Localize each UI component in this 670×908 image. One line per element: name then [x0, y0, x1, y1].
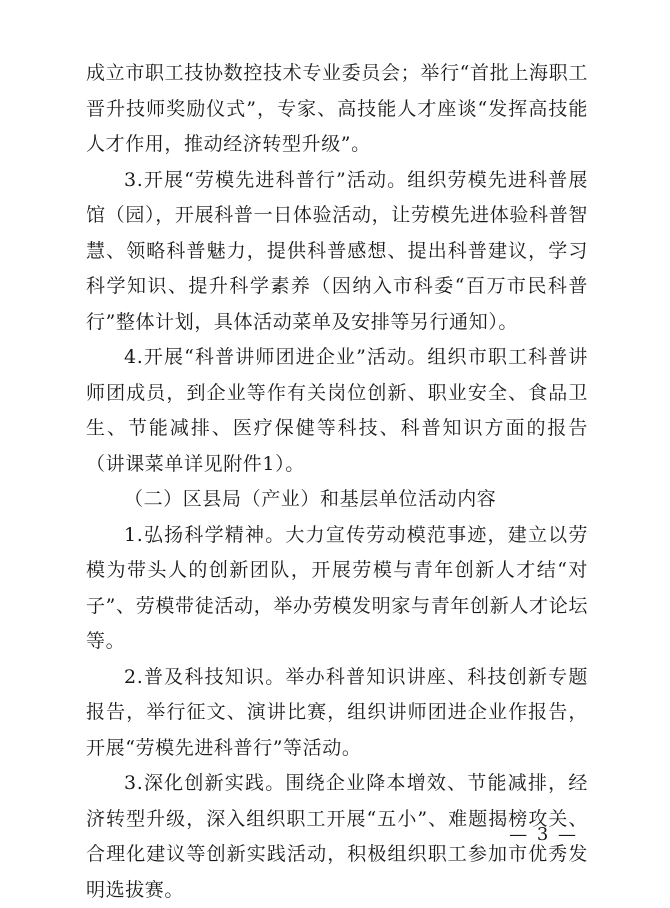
- paragraph-district-item-1: 1.弘扬科学精神。大力宣传劳动模范事迹，建立以劳模为带头人的创新团队，开展劳模与青年创新人才结“对子”、劳模带徒活动，举办劳模发明家与青年创新人才论坛等。: [86, 523, 588, 652]
- paragraph-continued: 成立市职工技协数控技术专业委员会；举行“首批上海职工晋升技师奖励仪式”，专家、高技能人才座谈“发挥高技能人才作用，推动经济转型升级”。: [86, 62, 588, 155]
- page-number: — 3 —: [509, 824, 578, 845]
- paragraph-district-item-3: 3.深化创新实践。围绕企业降本增效、节能减排，经济转型升级，深入组织职工开展“五小”、难题揭榜攻关、合理化建议等创新实践活动，积极组织职工参加市优秀发明选拔赛。: [86, 772, 588, 901]
- paragraph-item-3: 3.开展“劳模先进科普行”活动。组织劳模先进科普展馆（园），开展科普一日体验活动，让劳模先进体验科普智慧、领略科普魅力，提供科普感想、提出科普建议，学习科学知识、提升科学素养（因纳入市科委“百万市民科普行”整体计划，具体活动菜单及安排等另行通知）。: [86, 168, 588, 333]
- section-heading: （二）区县局（产业）和基层单位活动内容: [124, 488, 497, 510]
- document-body: [86, 56, 588, 908]
- paragraph-district-item-2: 2.普及科技知识。举办科普知识讲座、科技创新专题报告，举行征文、演讲比赛，组织讲师团进企业作报告，开展“劳模先进科普行”等活动。: [86, 665, 588, 759]
- paragraph-item-4: 4.开展“科普讲师团进企业”活动。组织市职工科普讲师团成员，到企业等作有关岗位创新、职业安全、食品卫生、节能减排、医疗保健等科技、科普知识方面的报告（讲课菜单详见附件1）。: [86, 346, 588, 475]
